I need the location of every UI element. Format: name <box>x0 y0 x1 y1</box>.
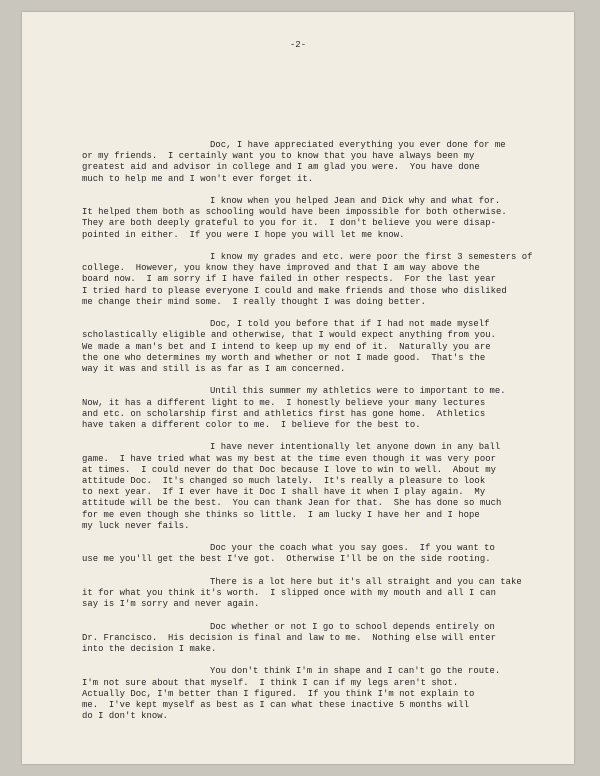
text-line: Dr. Francisco. His decision is final and law to me. Nothing else will enter <box>82 632 496 643</box>
text-line: my luck never fails. <box>82 520 190 531</box>
paragraph <box>82 543 552 565</box>
text-line: much to help me and I won't ever forget it. <box>82 173 314 184</box>
text-line: do I don't know. <box>82 711 169 722</box>
text-line: I have never intentionally let anyone down in any ball <box>210 442 501 453</box>
text-line: the one who determines my worth and whether or not I made good. That's the <box>82 352 486 363</box>
text-line: Now, it has a different light to me. I honestly believe your many lectures <box>82 397 486 408</box>
letter-page <box>22 12 574 764</box>
text-line: pointed in either. If you were I hope you will let me know. <box>82 229 405 240</box>
text-line: have taken a different color to me. I believe for the best to. <box>82 420 421 431</box>
text-line: me change their mind some. I really thought I was doing better. <box>82 296 427 307</box>
paragraph <box>82 252 552 308</box>
text-line: There is a lot here but it's all straight and you can take <box>210 576 522 587</box>
text-line: college. However, you know they have improved and that I am way above the <box>82 263 480 274</box>
text-line: I know when you helped Jean and Dick why and what for. <box>210 196 501 206</box>
text-line: or my friends. I certainly want you to know that you have always been my <box>82 151 475 162</box>
text-line: into the decision I make. <box>82 644 217 655</box>
paragraph <box>82 577 552 611</box>
paragraph <box>82 140 552 185</box>
text-line: You don't think I'm in shape and I can't go the route. <box>210 666 501 677</box>
letter-body <box>82 140 552 734</box>
text-line: They are both deeply grateful to you for it. I don't believe you were disap- <box>82 218 496 229</box>
text-line: game. I have tried what was my best at the time even though it was very poor <box>82 453 496 464</box>
text-line: It helped them both as schooling would have been impossible for both otherwise. <box>82 207 507 218</box>
text-line: greatest aid and advisor in college and I am glad you were. You have done <box>82 162 480 173</box>
paragraph <box>82 196 552 241</box>
text-line: way it was and still is as far as I am concerned. <box>82 364 346 375</box>
paragraph <box>82 386 552 431</box>
text-line: We made a man's bet and I intend to keep up my end of it. Naturally you are <box>82 341 491 352</box>
text-line: me. I've kept myself as best as I can what these inactive 5 months will <box>82 700 470 711</box>
text-line: say is I'm sorry and never again. <box>82 599 260 610</box>
text-line: I'm not sure about that myself. I think I can if my legs aren't shot. <box>82 677 459 688</box>
text-line: at times. I could never do that Doc because I love to win to well. About my <box>82 464 496 475</box>
text-line: for me even though she thinks so little. I am lucky I have her and I hope <box>82 509 480 520</box>
text-line: Doc your the coach what you say goes. If you want to <box>210 543 495 554</box>
text-line: Actually Doc, I'm better than I figured. If you think I'm not explain to <box>82 688 475 699</box>
text-line: Doc whether or not I go to school depends entirely on <box>210 621 495 632</box>
paragraph <box>82 442 552 532</box>
text-line: attitude Doc. It's changed so much lately. It's really a pleasure to look <box>82 476 486 487</box>
text-line: use me you'll get the best I've got. Otherwise I'll be on the side rooting. <box>82 554 491 565</box>
text-line: scholastically eligible and otherwise, that I would expect anything from you. <box>82 330 496 341</box>
paragraph <box>82 319 552 375</box>
text-line: Until this summer my athletics were to important to me. <box>210 386 506 397</box>
paragraph <box>82 666 552 722</box>
text-line: attitude will be the best. You can thank Jean for that. She has done so much <box>82 498 502 509</box>
text-line: it for what you think it's worth. I slipped once with my mouth and all I can <box>82 588 496 599</box>
text-line: I tried hard to please everyone I could and make friends and those who disliked <box>82 285 507 296</box>
text-line: Doc, I told you before that if I had not made myself <box>210 319 490 330</box>
text-line: I know my grades and etc. were poor the first 3 semesters of <box>210 252 533 262</box>
text-line: to next year. If I ever have it Doc I shall have it when I play again. My <box>82 487 486 498</box>
paragraph <box>82 622 552 656</box>
page-number: -2- <box>289 40 307 50</box>
text-line: and etc. on scholarship first and athletics first has gone home. Athletics <box>82 408 486 419</box>
text-line: Doc, I have appreciated everything you ever done for me <box>210 140 506 150</box>
text-line: board now. I am sorry if I have failed in other respects. For the last year <box>82 274 496 285</box>
